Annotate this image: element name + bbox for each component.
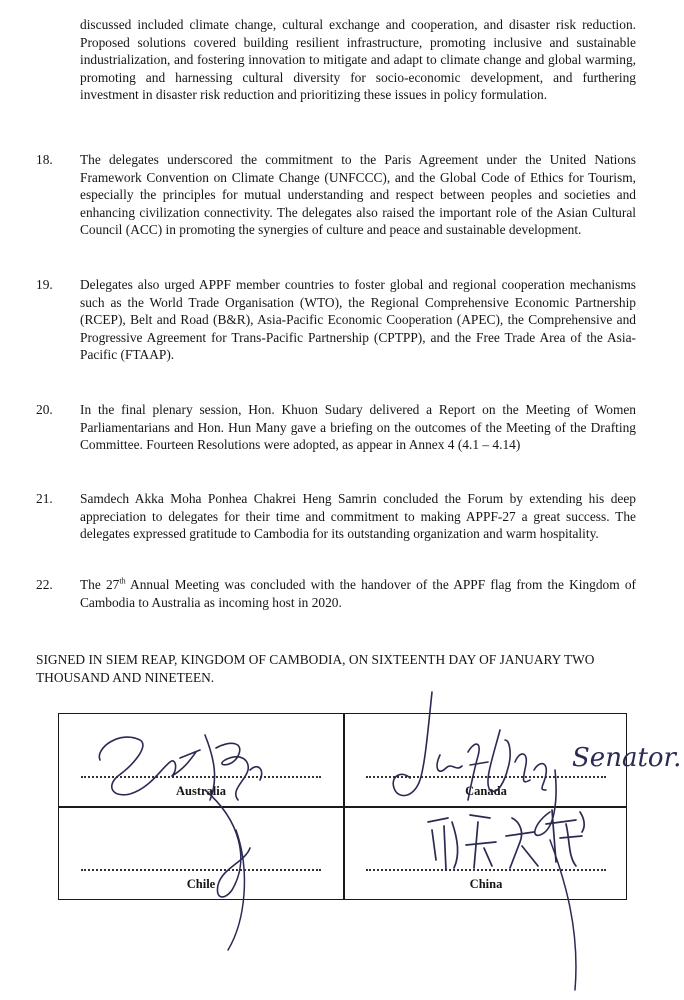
handwritten-senator-note: Senator.: [572, 743, 682, 773]
paragraph-19: [36, 276, 636, 364]
paragraph-number: 19.: [36, 277, 53, 292]
country-label: Chile: [186, 877, 216, 891]
paragraph-20: [36, 401, 636, 454]
paragraph-text: The delegates underscored the commitment to the Paris Agreement under the United Nations Framework Convention on Climate Change (UNFCCC), and the Global Code of Ethics for Tourism, especially the principles for mutual understanding and respect between peoples and societies and enhancing civilization connectivity. The delegates also raised the important role of the Asian Cultural Council (ACC) in promoting the synergies of culture and peace and sustainable development.: [80, 152, 636, 238]
signature-line: [81, 776, 321, 778]
country-label: Canada: [465, 784, 507, 798]
signature-line: [81, 869, 321, 871]
paragraph-number: 18.: [36, 152, 53, 167]
signature-line: [366, 869, 606, 871]
signature-cell-australia: [59, 714, 343, 806]
ordinal-suffix: th: [119, 576, 126, 586]
country-label: Australia: [176, 784, 226, 798]
signed-statement: SIGNED IN SIEM REAP, KINGDOM OF CAMBODIA, ON SIXTEENTH DAY OF JANUARY TWO THOUSAND AND NINETEEN.: [36, 652, 595, 685]
paragraph-number: 20.: [36, 402, 53, 417]
paragraph-number: 21.: [36, 491, 53, 506]
signature-table: [58, 713, 627, 900]
paragraph-21: [36, 490, 636, 543]
paragraph-22: [36, 576, 636, 611]
paragraph-text: Samdech Akka Moha Ponhea Chakrei Heng Samrin concluded the Forum by extending his deep appreciation to delegates for their time and commitment to making APPF-27 a great success. The delegates expressed gratitude to Cambodia for its outstanding organization and warm hospitality.: [80, 491, 636, 542]
paragraph-number: 22.: [36, 577, 53, 592]
signature-cell-canada: [344, 714, 628, 806]
country-label: China: [469, 877, 503, 891]
paragraph-text-end: Annual Meeting was concluded with the handover of the APPF flag from the Kingdom of Cambodia to Australia as incoming host in 2020.: [80, 577, 636, 610]
paragraph-text: In the final plenary session, Hon. Khuon Sudary delivered a Report on the Meeting of Women Parliamentarians and Hon. Hun Many gave a briefing on the outcomes of the Meeting of the Drafting Committee. Fourteen Resolutions were adopted, as appear in Annex 4 (4.1 – 4.14): [80, 402, 636, 453]
paragraph-text: Delegates also urged APPF member countries to foster global and regional cooperation mechanisms such as the World Trade Organisation (WTO), the Regional Comprehensive Economic Partnership (RCEP), Belt and Road (B&R), Asia-Pacific Economic Cooperation (APEC), the Comprehensive and Progressive Agreement for Trans-Pacific Partnership (CPTPP), and the Free Trade Area of the Asia-Pacific (FTAAP).: [80, 277, 636, 363]
intro-paragraph: discussed included climate change, cultural exchange and cooperation, and disaster risk reduction. Proposed solutions covered building resilient infrastructure, promoting inclusive and sustainable industrialization, and fostering innovation to mitigate and adapt to climate change and global warming, promoting and harnessing cultural diversity for socio-economic development, and furthering investment in disaster risk reduction and prioritizing these issues in policy formulation.: [80, 17, 636, 103]
paragraph-18: [36, 151, 636, 239]
signature-cell-chile: [59, 807, 343, 899]
signature-cell-china: [344, 807, 628, 899]
paragraph-text-start: The 27: [80, 577, 120, 592]
signature-line: [366, 776, 606, 778]
